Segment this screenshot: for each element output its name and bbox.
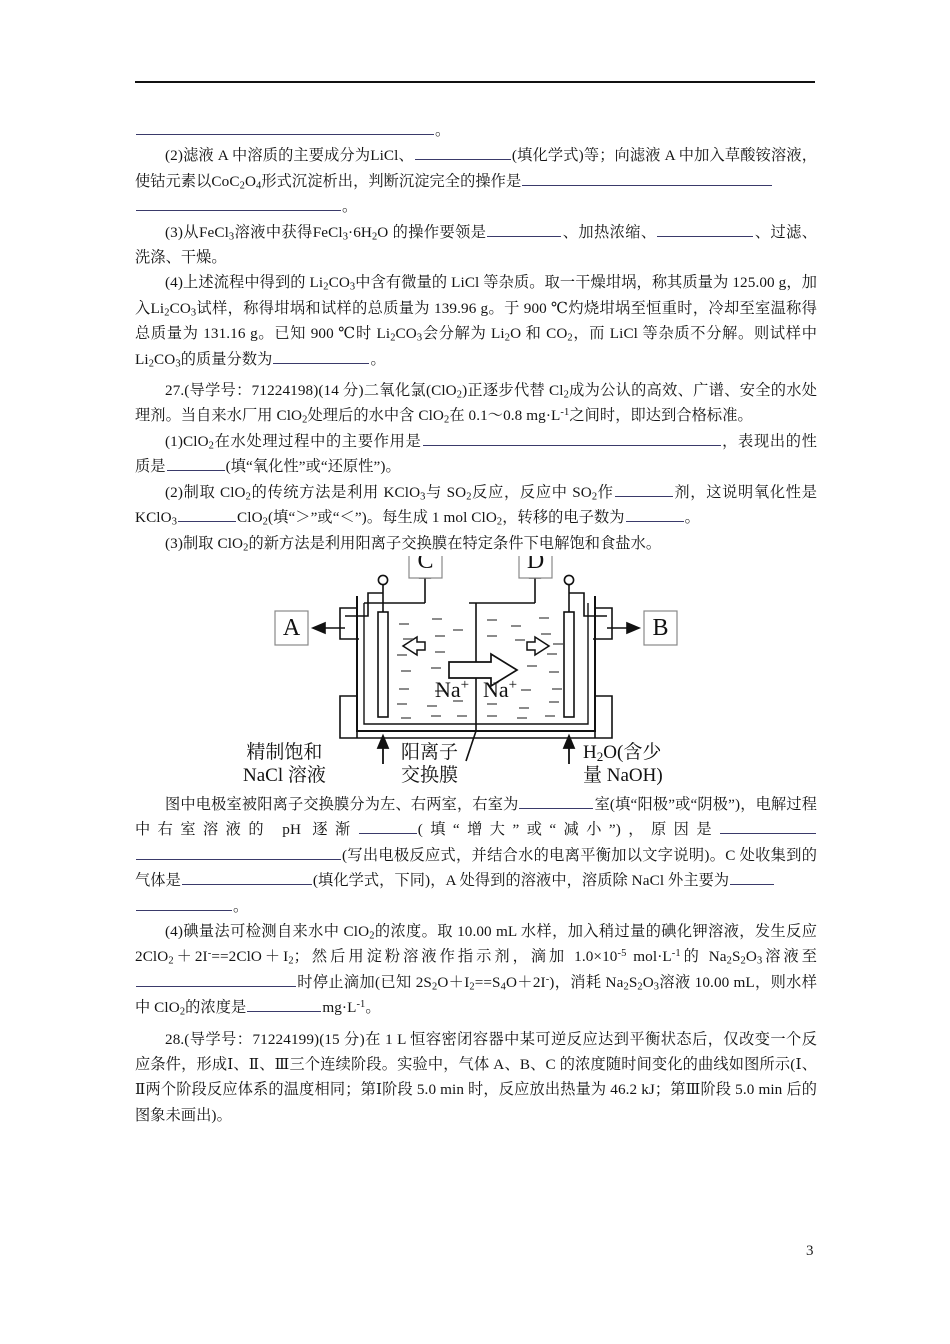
q27-part4-text-p: S xyxy=(628,973,638,991)
q27-stem xyxy=(135,378,817,429)
figure-caption-right xyxy=(583,741,663,787)
q26-part4-text-b: CO xyxy=(328,274,350,292)
q27-part4-sub5: 2 xyxy=(740,955,746,967)
q28-stem xyxy=(135,1027,817,1129)
q27-part3-text-b: 的新方法是利用阳离子交换膜在特定条件下电解饱和食盐水。 xyxy=(248,534,662,552)
q26-part3-text-b: 溶液中获得FeCl xyxy=(234,223,343,241)
q26-part2-sub1: 2 xyxy=(239,180,245,192)
q26-part4-sub6: 3 xyxy=(416,332,423,344)
q26-part4 xyxy=(135,270,817,372)
q27-stem-sub4: 2 xyxy=(443,414,450,426)
page-number: 3 xyxy=(806,1243,814,1259)
figure-caption-left-line1: 精制饱和 xyxy=(246,741,323,763)
q27-part2-text-e: 作 xyxy=(597,483,614,501)
outlet-label-d: D xyxy=(526,555,545,574)
membrane-pointer xyxy=(466,746,471,761)
q27-part4-text-h: S xyxy=(731,948,741,966)
q27-part4-text-g: 的 Na xyxy=(680,948,727,966)
q26-part2-text-a: 滤液 A 中溶质的主要成分为LiCl、 xyxy=(183,147,414,165)
q27-part4-text-d: ==2ClO＋I xyxy=(211,948,289,966)
q26-part2-text-c: O xyxy=(244,172,257,190)
q26-part4-text-f: CO xyxy=(395,325,417,343)
q27-part4-sup1: - xyxy=(207,948,212,960)
q26-part2 xyxy=(135,143,817,194)
q26-part4-sub8: 2 xyxy=(567,332,573,344)
q27-part2-text-a: 制取 ClO xyxy=(183,483,246,501)
answer-blank[interactable] xyxy=(136,845,341,860)
q26-part2-text-b: (填化学式)等；向滤液 A 中加入草酸铵溶液，使钴元素以CoC xyxy=(135,147,817,190)
q27-part2-text-g: ClO xyxy=(237,509,263,527)
q28-text: 在 1 L 恒容密闭容器中某可逆反应达到平衡状态后，仅改变一个反应条件，形成Ⅰ、Ⅱ、Ⅲ三个连续阶段。实验中，气体 A、B、C 的浓度随时间变化的曲线如图所示(Ⅰ、Ⅱ两个阶段反应体系的温度相同；第Ⅰ阶段 5.0 min 时，反应放出热量为 46.2 kJ；第Ⅲ阶段 5.0 min 后的图象未画出)。 xyxy=(135,1030,817,1124)
q27-part4-text-o: )，消耗 Na xyxy=(549,973,624,991)
q28-guide-code: (导学号：71224199) xyxy=(184,1030,320,1048)
q27-part3-sub1: 2 xyxy=(243,541,249,553)
q26-part3-text-d: O 的操作要领是 xyxy=(377,223,487,241)
q26-part4-text-g: 会分解为 Li xyxy=(422,325,505,343)
q27-part4-text-a: 碘量法可检测自来水中 ClO xyxy=(183,922,370,940)
q26-part2-sub2: 4 xyxy=(256,180,262,192)
figure-caption-right-line1: $H_2O$(含少 xyxy=(583,741,662,764)
q27-part2-sub4: 2 xyxy=(591,490,598,502)
q27-part4-sub13: 2 xyxy=(179,1006,186,1018)
q27-part4-text-j: 溶液至 xyxy=(762,948,818,966)
q27-part4-text-i: O xyxy=(745,948,757,966)
answer-blank[interactable] xyxy=(359,819,417,834)
answer-blank[interactable] xyxy=(167,456,225,471)
page-content xyxy=(135,118,817,1128)
q26-part3-text-c: ·6H xyxy=(348,223,372,241)
q27-part2-text-d: 反应，反应中 SO xyxy=(471,483,592,501)
q27-stem-b: )正逐步代替 Cl xyxy=(462,382,564,400)
q27-part2-text-i: ，转移的电子数为 xyxy=(502,509,625,527)
q27-guide-code: (导学号：71224198) xyxy=(184,382,319,400)
feed-arrow-right xyxy=(564,736,574,764)
q27-part4-text-u: 。 xyxy=(365,999,381,1017)
q26-part3-label: (3) xyxy=(165,223,184,241)
q27-stem-e: 在 0.1～0.8 mg·L xyxy=(449,407,561,425)
q27-part2 xyxy=(135,480,817,531)
answer-blank[interactable] xyxy=(273,349,369,364)
q27-stem-sub1: 2 xyxy=(456,389,463,401)
q27-part3-text-a: 制取 ClO xyxy=(183,534,244,552)
sodium-ion-label-right: Na+ xyxy=(483,676,518,702)
q27-part4-text-m: ==S xyxy=(474,973,501,991)
answer-blank[interactable] xyxy=(522,171,772,186)
q26-part4-text-a: 上述流程中得到的 Li xyxy=(183,274,324,292)
q26-part3-text-a: 从FeCl xyxy=(183,223,229,241)
figure-caption-membrane-line1: 阳离子 xyxy=(401,741,459,763)
q26-part4-sub7: 2 xyxy=(504,332,511,344)
feed-arrow-left xyxy=(378,736,388,764)
q26-part3-sub3: 2 xyxy=(371,230,378,242)
q26-part2-cont xyxy=(135,194,817,219)
answer-blank[interactable] xyxy=(615,482,673,497)
q28-number: 28. xyxy=(165,1030,185,1048)
outlet-label-c: C xyxy=(417,555,434,574)
q27-part2-text-c: 与 SO xyxy=(425,483,467,501)
answer-blank[interactable] xyxy=(415,145,511,160)
q26-part3-sub2: 3 xyxy=(342,230,349,242)
q27-part4-sub4: 2 xyxy=(726,955,732,967)
q26-part4-sub9: 2 xyxy=(148,357,155,369)
gas-flow-arrow-right xyxy=(527,637,549,655)
answer-blank[interactable] xyxy=(519,794,593,809)
q26-part4-label: (4) xyxy=(165,274,184,292)
q26-part4-sub4: 3 xyxy=(190,307,197,319)
answer-blank[interactable] xyxy=(720,819,816,834)
header-rule xyxy=(135,81,815,83)
q27-part3-text-b: 室(填“阳极”或“阴极”)，电解过程中右室溶液的 pH 逐渐 xyxy=(135,795,817,839)
q27-part4-sub3: 2 xyxy=(288,955,294,967)
q26-part4-text-e: 试样，称得坩埚和试样的总质量为 139.96 g。于 900 ℃灼烧坩埚至恒重时，冷却至室温称得总质量为 131.16 g。已知 900 ℃时 Li xyxy=(135,299,818,343)
q27-part2-text-h: (填“＞”或“＜”)。每生成 1 mol ClO xyxy=(268,509,497,527)
q26-part3-text-e: 、加热浓缩、 xyxy=(562,223,657,241)
outlet-box-b-group xyxy=(644,611,677,645)
figure-caption-right-line2: 量 NaOH) xyxy=(583,764,663,786)
q27-part2-sub3: 2 xyxy=(466,490,472,502)
q26-part4-sub2: 3 xyxy=(349,281,356,293)
q27-part2-sub6: 2 xyxy=(262,516,268,528)
q27-part1-sub1: 2 xyxy=(208,440,214,452)
sodium-ion-label-left: Na+ xyxy=(435,676,470,702)
q27-part3-text-e: (填化学式，下同)，A 处得到的溶液中，溶质除 NaCl 外主要为 xyxy=(312,872,730,890)
answer-blank[interactable] xyxy=(730,870,774,885)
q27-part4-text-n: O＋2I xyxy=(505,973,546,991)
q26-part1-tail: 。 xyxy=(435,122,451,139)
q27-part3-label: (3) xyxy=(165,534,184,552)
answer-blank[interactable] xyxy=(182,870,312,885)
q28-points: (15 分) xyxy=(319,1030,365,1048)
figure-caption-membrane xyxy=(401,741,458,787)
q27-part4-text-t: mg·L xyxy=(322,999,357,1017)
outlet-label-a: A xyxy=(282,614,301,641)
q27-part4-sup4: - xyxy=(545,973,550,985)
q27-part4-text-q: O xyxy=(642,973,654,991)
q26-part4-text-k: 的质量分数为 xyxy=(180,350,273,368)
answer-blank[interactable] xyxy=(626,507,684,522)
answer-blank[interactable] xyxy=(136,896,232,911)
q27-part3-text-tail xyxy=(135,894,817,919)
q27-part2-sub2: 3 xyxy=(420,490,426,502)
q27-stem-c: 成为公认的高效、广谱、安全的水处理剂。当自来水厂用 ClO xyxy=(135,382,817,425)
q26-part2-label: (2) xyxy=(165,147,184,165)
q27-part4-text-e: ；然后用淀粉溶液作指示剂，滴加 1.0×10 xyxy=(293,948,618,966)
answer-blank[interactable] xyxy=(178,507,236,522)
q26-part2-text-d: 形式沉淀析出，判断沉淀完全的操作是 xyxy=(261,172,522,190)
answer-blank[interactable] xyxy=(657,222,753,237)
outlet-box-d-group xyxy=(519,556,552,578)
q26-part1-tail-line xyxy=(135,118,817,143)
q27-part4-text-f: mol·L xyxy=(626,948,672,966)
q27-part2-text-b: 的传统方法是利用 KClO xyxy=(250,483,421,501)
q27-part3 xyxy=(135,531,817,556)
q26-part4-text-j: CO xyxy=(154,350,176,368)
q27-part2-label: (2) xyxy=(165,483,184,501)
q27-part4-sub10: 2 xyxy=(623,981,629,993)
q27-part4-sub1: 2 xyxy=(369,930,375,942)
q26-part3-text-f: 、过滤、洗涤、干燥。 xyxy=(135,223,817,267)
figure-caption-membrane-line2: 交换膜 xyxy=(401,764,459,786)
outlet-label-b: B xyxy=(652,614,669,641)
q27-stem-sup1: -1 xyxy=(560,407,570,419)
q27-part4-text-r: 溶液 10.00 mL，则水样中 ClO xyxy=(135,973,818,1017)
q26-part4-text-l: 。 xyxy=(370,350,386,368)
q26-part4-text-c: 中含有微量的 LiCl 等杂质。取一干燥坩埚，称其质量为 125.00 g，加入Li xyxy=(135,274,817,317)
q27-part4 xyxy=(135,919,817,1021)
q27-points: (14 分) xyxy=(318,382,364,400)
q27-part4-sub8: 2 xyxy=(469,981,475,993)
q27-part3-text-a: 图中电极室被阳离子交换膜分为左、右两室，右室为 xyxy=(165,795,519,813)
q27-part4-sub2: 2 xyxy=(168,955,174,967)
q27-part3-text-c: (填“增大”或“减小”)，原因是 xyxy=(417,821,719,839)
q27-part4-sub12: 3 xyxy=(653,981,660,993)
q27-stem-sub3: 2 xyxy=(302,414,308,426)
q26-part3 xyxy=(135,220,817,271)
q27-part4-sup5: -1 xyxy=(356,999,366,1011)
q26-part4-text-i: ，而 LiCl 等杂质不分解。则试样中Li xyxy=(135,325,817,368)
q26-part2-text-e: 。 xyxy=(342,198,358,216)
q26-part4-sub5: 2 xyxy=(390,332,396,344)
q26-part4-sub10: 3 xyxy=(175,357,181,369)
q27-part1-text-a: ClO xyxy=(183,432,209,450)
q27-part1-label: (1) xyxy=(165,432,184,450)
electrolysis-cell-svg xyxy=(135,556,817,776)
q27-stem-sub2: 2 xyxy=(563,389,569,401)
q27-part2-sub5: 3 xyxy=(171,516,178,528)
answer-blank[interactable] xyxy=(136,972,296,987)
q27-stem-a: 二氧化氯(ClO xyxy=(363,382,457,400)
q27-part4-sub11: 2 xyxy=(637,981,643,993)
answer-blank[interactable] xyxy=(487,222,561,237)
q27-part3-text-f: 。 xyxy=(233,897,249,915)
answer-blank[interactable] xyxy=(247,997,321,1012)
outlet-box-c-group xyxy=(409,556,442,578)
q26-part3-sub1: 3 xyxy=(228,230,235,242)
q26-part4-text-h: O 和 CO xyxy=(510,325,568,343)
outlet-box-a-group xyxy=(275,611,308,645)
q26-part4-sub1: 2 xyxy=(323,281,329,293)
q27-number: 27. xyxy=(165,382,185,400)
q27-part2-sub1: 2 xyxy=(245,490,251,502)
q27-part1-text-c: ，表现出的性质是 xyxy=(135,432,817,476)
q27-stem-d: 处理后的水中含 ClO xyxy=(307,407,444,425)
q27-part4-sub9: 4 xyxy=(500,981,506,993)
q27-part2-sub7: 2 xyxy=(496,516,503,528)
answer-blank[interactable] xyxy=(136,120,434,135)
q27-part2-text-j: 。 xyxy=(684,509,700,527)
q27-part4-sub7: 2 xyxy=(431,981,438,993)
figure-caption-left xyxy=(243,741,326,787)
q27-part1-text-b: 在水处理过程中的主要作用是 xyxy=(213,432,422,450)
answer-blank[interactable] xyxy=(136,196,341,211)
q27-stem-f: 之间时，即达到合格标准。 xyxy=(569,407,753,425)
q27-part4-sup2: -5 xyxy=(617,948,627,960)
q27-part4-text-k: 时停止滴加(已知 2S xyxy=(297,973,432,991)
q26-part4-sub3: 2 xyxy=(164,307,170,319)
q27-part3-text xyxy=(135,792,817,894)
q27-part4-text-b: 的浓度。取 10.00 mL 水样，加入稍过量的碘化钾溶液，发生反应 2ClO xyxy=(135,922,818,966)
q27-part1-text-d: (填“氧化性”或“还原性”)。 xyxy=(225,458,401,476)
q27-part2-text-f: 剂，这说明氧化性是 KClO xyxy=(135,483,817,527)
q27-part3-text-d: (写出电极反应式，并结合水的电离平衡加以文字说明)。C 处收集到的气体是 xyxy=(135,846,817,890)
q26-part4-text-d: CO xyxy=(169,299,191,317)
q27-part4-label: (4) xyxy=(165,922,184,940)
answer-blank[interactable] xyxy=(423,431,721,446)
q27-part4-text-l: O＋I xyxy=(437,973,470,991)
electrolysis-cell-figure xyxy=(135,555,817,786)
q27-part4-text-s: 的浓度是 xyxy=(185,999,247,1017)
q27-part4-text-c: ＋2I xyxy=(173,948,208,966)
q27-part1 xyxy=(135,429,817,480)
q27-part4-sup3: -1 xyxy=(671,948,681,960)
q27-part4-sub6: 3 xyxy=(756,955,763,967)
figure-caption-left-line2: NaCl 溶液 xyxy=(243,764,326,786)
